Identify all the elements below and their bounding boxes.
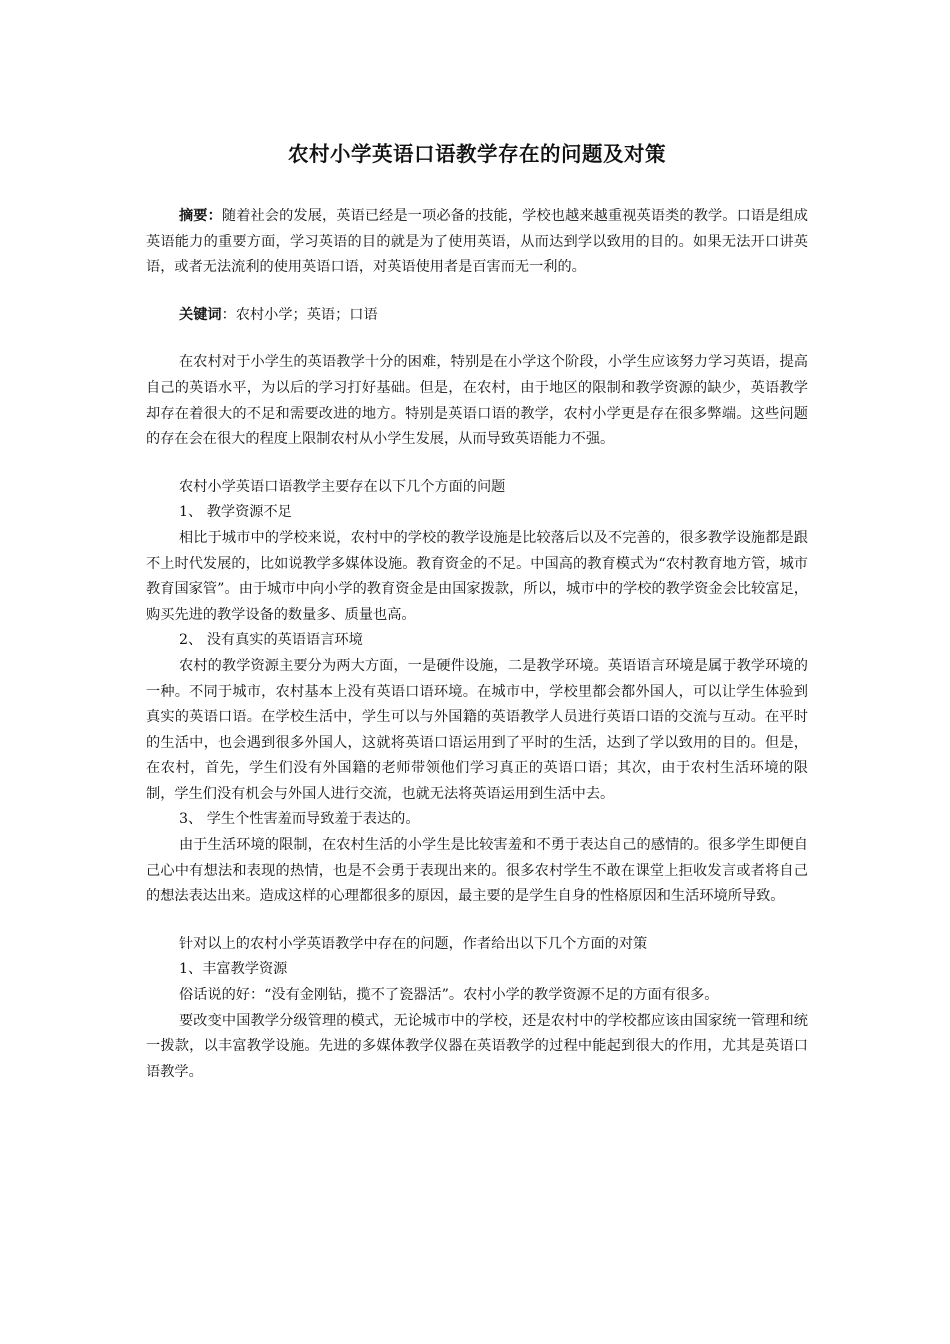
keywords-text: ：农村小学；英语；口语 — [221, 306, 378, 323]
abstract-label: 摘要： — [179, 208, 222, 224]
problem-2-body: 农村的教学资源主要分为两大方面，一是硬件设施，二是教学环境。英语语言环境是属于教学环境的一种。不同于城市，农村基本上没有英语口语环境。在城市中，学校里都会都外国人，可以让学生体验到真实的英语口语。在学校生活中，学生可以与外国籍的英语教学人员进行英语口语的交流与互动。在平时的生活中，也会遇到很多外国人，这就将英语口语运用到了平时的生活，达到了学以致用的目的。但是，在农村，首先，学生们没有外国籍的老师带领他们学习真正的英语口语；其次，由于农村生活环境的限制，学生们没有机会与外国人进行交流，也就无法将英语运用到生活中去。 — [146, 657, 808, 802]
solution-1-paragraph-1: 俗话说的好：“没有金刚钻，揽不了瓷器活”。农村小学的教学资源不足的方面有很多。 — [179, 987, 719, 1004]
abstract-paragraph — [146, 204, 808, 281]
keywords-paragraph — [146, 303, 808, 329]
problem-3-body: 由于生活环境的限制，在农村生活的小学生是比较害羞和不勇于表达自己的感情的。很多学生即便自己心中有想法和表现的热情，也是不会勇于表现出来的。很多农村学生不敢在课堂上拒收发言或者将自己的想法表达出来。造成这样的心理都很多的原因，最主要的是学生自身的性格原因和生活环境所导致。 — [146, 837, 808, 905]
abstract-text: 随着社会的发展，英语已经是一项必备的技能，学校也越来越重视英语类的教学。口语是组成英语能力的重要方面，学习英语的目的就是为了使用英语，从而达到学以致用的目的。如果无法开口讲英语，或者无法流利的使用英语口语，对英语使用者是百害而无一利的。 — [146, 208, 808, 276]
problem-3-title: 3、 学生个性害羞而导致羞于表达的。 — [179, 811, 420, 828]
solutions-heading: 针对以上的农村小学英语教学中存在的问题，作者给出以下几个方面的对策 — [179, 935, 648, 952]
problem-2-title: 2、 没有真实的英语语言环境 — [179, 632, 363, 649]
keywords-label: 关键词 — [179, 306, 222, 323]
document-body — [146, 140, 808, 1085]
problems-heading: 农村小学英语口语教学主要存在以下几个方面的问题 — [179, 478, 506, 495]
document-title: 农村小学英语口语教学存在的问题及对策 — [288, 142, 666, 166]
solution-1-paragraph-2: 要改变中国教学分级管理的模式，无论城市中的学校，还是农村中的学校都应该由国家统一管理和统一拨款，以丰富教学设施。先进的多媒体教学仪器在英语教学的过程中能起到很大的作用，尤其是英语口语教学。 — [146, 1012, 808, 1080]
intro-paragraph: 在农村对于小学生的英语教学十分的困难，特别是在小学这个阶段，小学生应该努力学习英语，提高自己的英语水平，为以后的学习打好基础。但是，在农村，由于地区的限制和教学资源的缺少，英语教学却存在着很大的不足和需要改进的地方。特别是英语口语的教学，农村小学更是存在很多弊端。这些问题的存在会在很大的程度上限制农村从小学生发展，从而导致英语能力不强。 — [146, 354, 808, 448]
solution-1-title: 1、丰富教学资源 — [179, 961, 288, 978]
problem-1-body: 相比于城市中的学校来说，农村中的学校的教学设施是比较落后以及不完善的，很多教学设施都是跟不上时代发展的，比如说教学多媒体设施。教育资金的不足。中国高的教育模式为“农村教育地方管，城市教育国家管”。由于城市中向小学的教育资金是由国家拨款，所以，城市中的学校的教学资金会比较富足，购买先进的教学设备的数量多、质量也高。 — [146, 529, 808, 623]
problem-1-title: 1、 教学资源不足 — [179, 504, 292, 521]
